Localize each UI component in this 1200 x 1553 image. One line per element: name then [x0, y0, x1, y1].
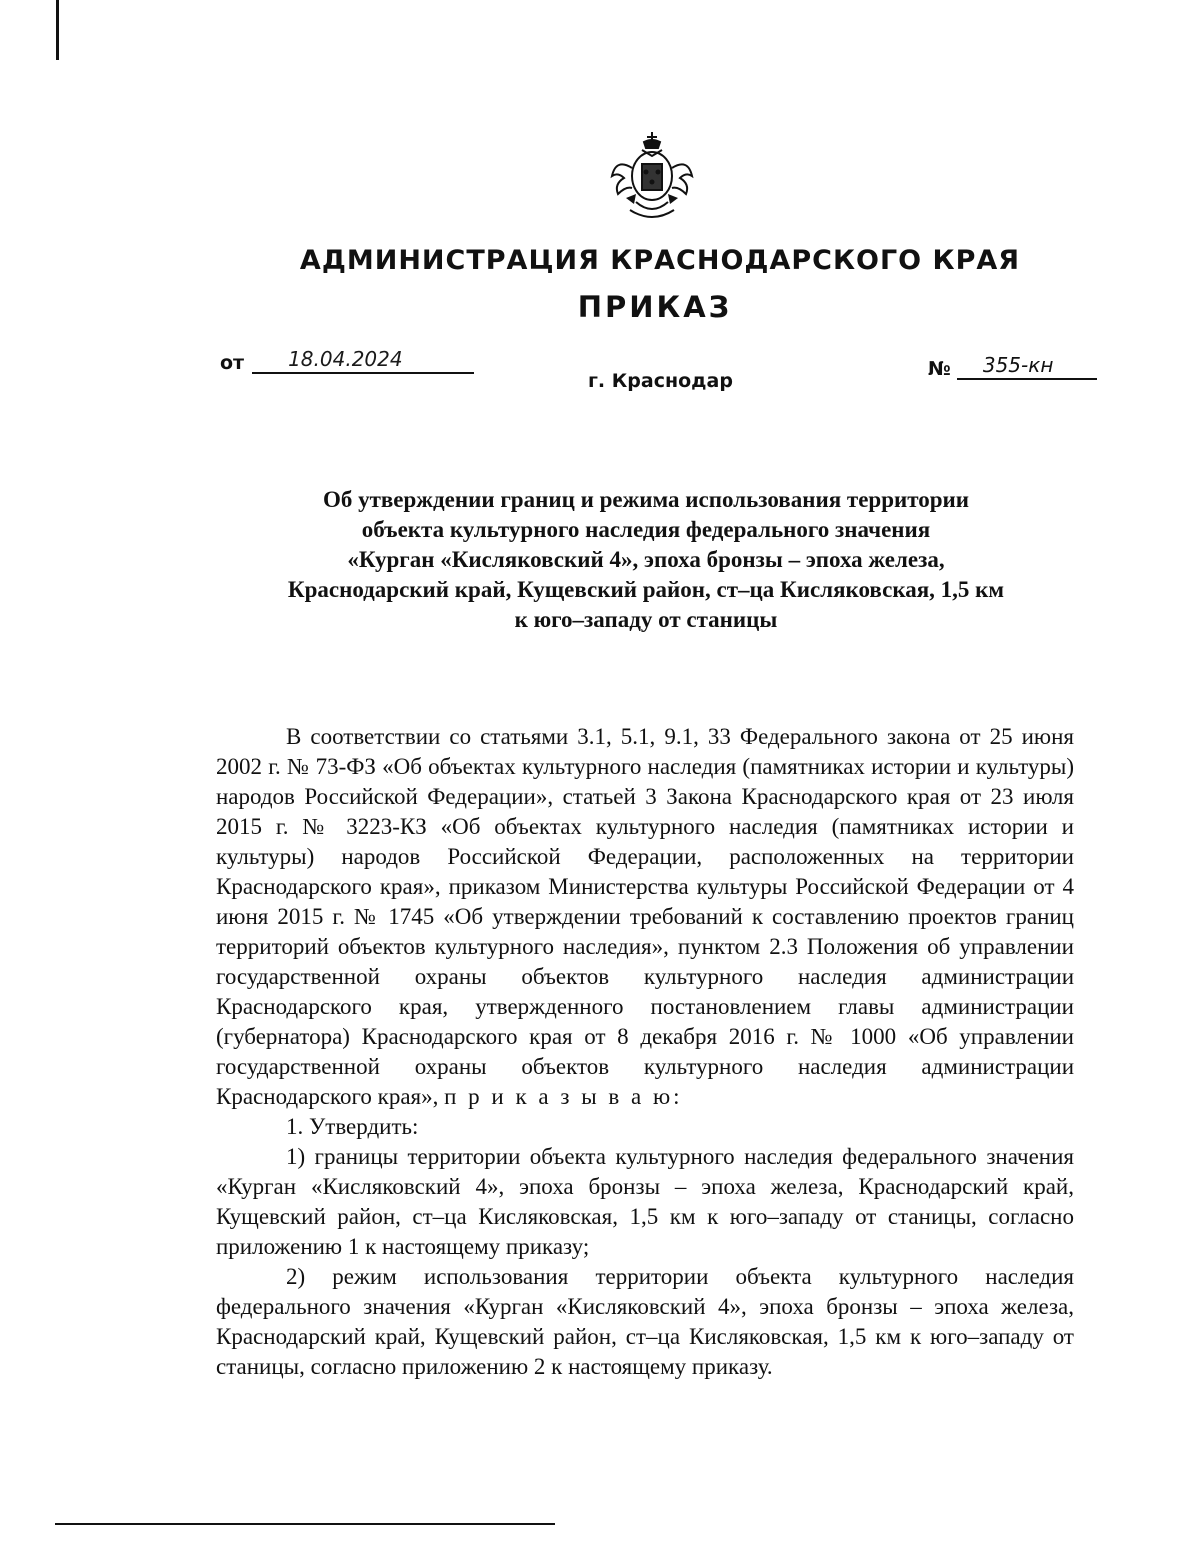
- number-field: [928, 352, 1097, 380]
- title-line: «Курган «Кисляковский 4», эпоха бронзы – эпоха железа,: [347, 547, 945, 572]
- title-line: Об утверждении границ и режима использования территории: [322, 487, 970, 512]
- city: г. Краснодар: [588, 370, 733, 392]
- date-value: 18.04.2024: [252, 346, 474, 374]
- date-label: от: [220, 352, 245, 374]
- document-body: [216, 722, 1074, 1382]
- item-1: 1. Утвердить:: [286, 1114, 419, 1139]
- title-line: Краснодарский край, Кущевский район, ст–ца Кисляковская, 1,5 км: [287, 577, 1005, 602]
- title-line: объекта культурного наследия федерального значения: [361, 517, 931, 542]
- preamble-text: В соответствии со статьями 3.1, 5.1, 9.1, 33 Федерального закона от 25 июня 2002 г. № 73-ФЗ «Об объектах культурного наследия (памятниках истории и культуры) народов Российской Федерации», статьей 3 Закона Краснодарского края от 23 июля 2015 г. № 3223-КЗ «Об объектах культурного наследия (памятниках истории и культуры) народов Российской Федерации, расположенных на территории Краснодарского края», приказом Министерства культуры Российской Федерации от 4 июня 2015 г. № 1745 «Об утверждении требований к составлению проектов границ территорий объектов культурного наследия», пунктом 2.3 Положения об управлении государственной охраны объектов культурного наследия администрации Краснодарского края, утвержденного постановлением главы администрации (губернатора) Краснодарского края от 8 декабря 2016 г. № 1000 «Об управлении государственной охраны объектов культурного наследия администрации Краснодарского края»,: [216, 724, 1074, 1109]
- number-value: 355-кн: [957, 352, 1097, 380]
- item-1-1: 1) границы территории объекта культурного наследия федерального значения «Курган «Кисляковский 4», эпоха бронзы – эпоха железа, Краснодарский край, Кущевский район, ст–ца Кисляковская, 1,5 км к юго–западу от станицы, согласно приложению 1 к настоящему приказу;: [216, 1144, 1074, 1259]
- order-word: п р и к а з ы в а ю:: [444, 1084, 683, 1109]
- organization-name: АДМИНИСТРАЦИЯ КРАСНОДАРСКОГО КРАЯ: [299, 245, 1021, 276]
- footer-divider: [55, 1523, 555, 1525]
- title-line: к юго–западу от станицы: [514, 607, 778, 632]
- date-field: [220, 346, 474, 374]
- number-label: №: [928, 358, 951, 380]
- preamble-paragraph: [216, 722, 1074, 1112]
- document-type: ПРИКАЗ: [577, 290, 733, 324]
- coat-of-arms-icon: [606, 128, 698, 223]
- document-title: [0, 485, 1200, 635]
- scan-edge-line: [56, 0, 59, 60]
- item-1-2: 2) режим использования территории объекта культурного наследия федерального значения «Курган «Кисляковский 4», эпоха бронзы – эпоха железа, Краснодарский край, Кущевский район, ст–ца Кисляковская, 1,5 км к юго–западу от станицы, согласно приложению 2 к настоящему приказу.: [216, 1264, 1074, 1379]
